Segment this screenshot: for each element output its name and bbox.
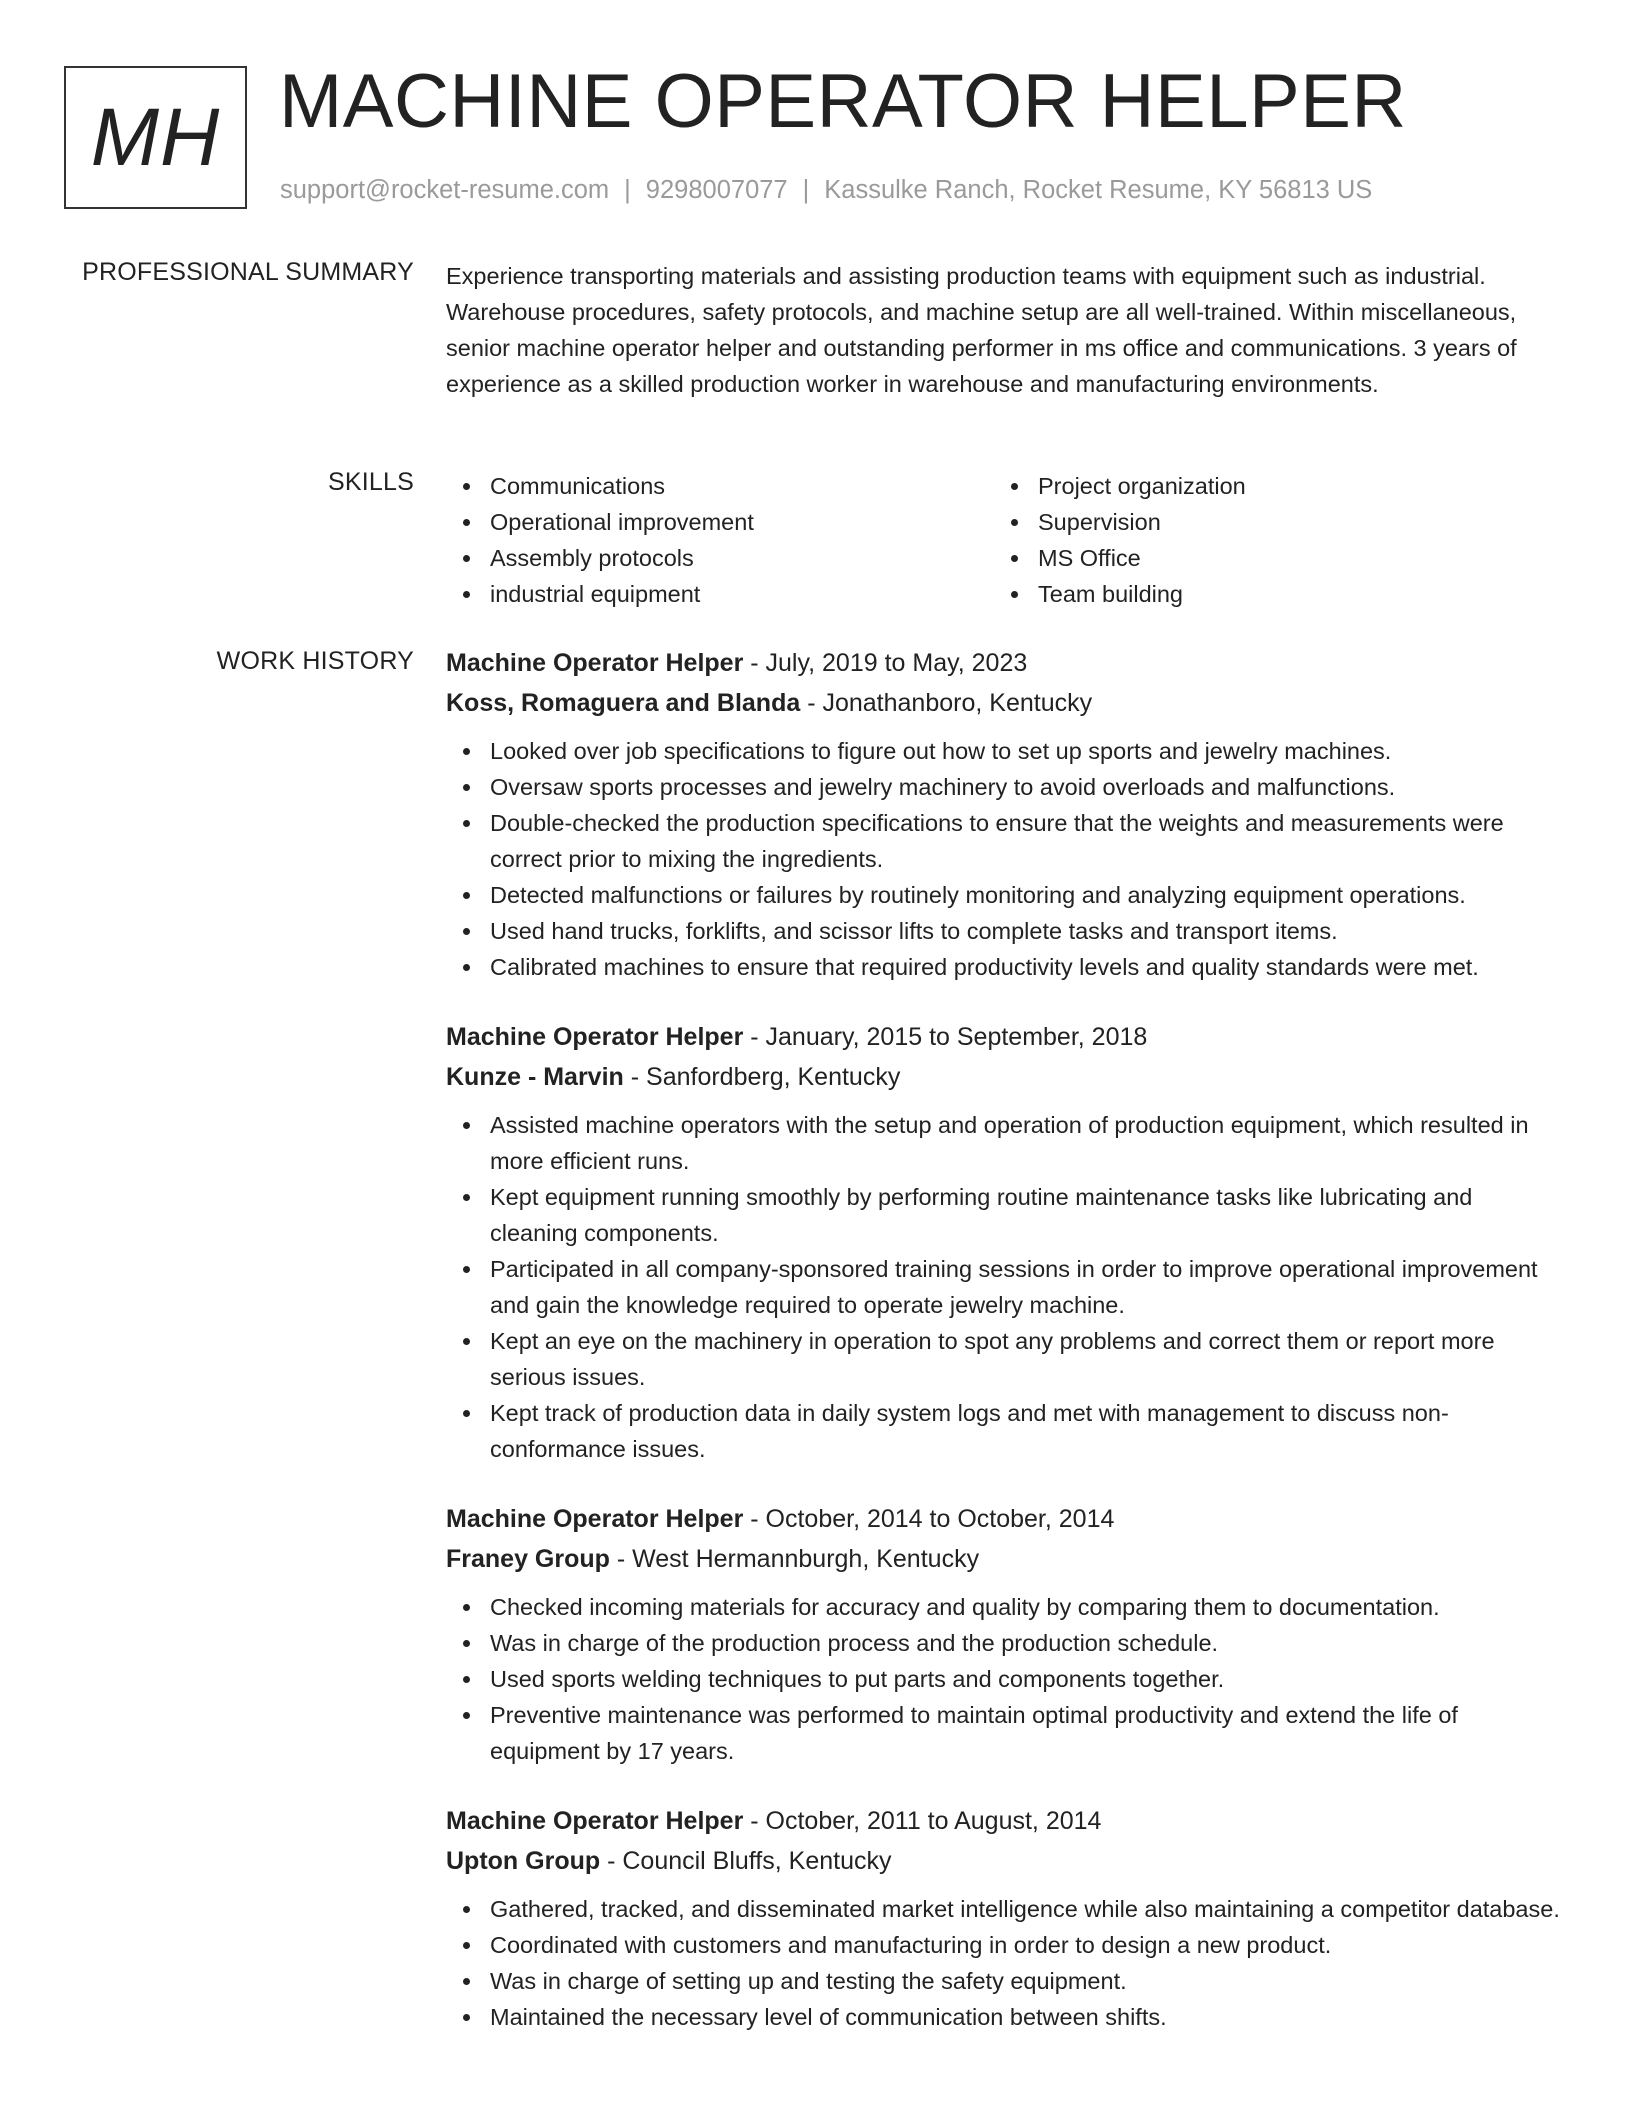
job-location: - Sanfordberg, Kentucky	[623, 1063, 901, 1091]
summary-heading: PROFESSIONAL SUMMARY	[82, 258, 414, 286]
job-location: - Jonathanboro, Kentucky	[800, 689, 1093, 717]
skill-item: Operational improvement	[446, 504, 994, 540]
skills-column-left	[446, 468, 994, 612]
job-bullet: Kept track of production data in daily system logs and met with management to discuss non-conformance issues.	[446, 1395, 1566, 1467]
job-bullet: Used sports welding techniques to put parts and components together.	[446, 1661, 1566, 1697]
skills-list	[446, 468, 1566, 612]
job-bullet: Coordinated with customers and manufacturing in order to design a new product.	[446, 1927, 1566, 1963]
contact-separator: |	[624, 176, 631, 204]
job-entry	[446, 1801, 1566, 2035]
job-dates: - July, 2019 to May, 2023	[743, 649, 1028, 677]
contact-line	[280, 176, 1372, 205]
job-title-line	[446, 1017, 1566, 1057]
job-bullet: Double-checked the production specifications to ensure that the weights and measurements were correct prior to mixing the ingredients.	[446, 805, 1566, 877]
job-company-line	[446, 1057, 1566, 1097]
job-bullet: Calibrated machines to ensure that required productivity levels and quality standards were met.	[446, 949, 1566, 985]
job-location: - West Hermannburgh, Kentucky	[609, 1545, 980, 1573]
work-history-list	[446, 643, 1566, 2067]
job-title-line	[446, 1499, 1566, 1539]
job-title: Machine Operator Helper	[446, 1505, 744, 1533]
skill-item: Supervision	[994, 504, 1542, 540]
job-bullets	[446, 1891, 1566, 2035]
job-bullet: Kept an eye on the machinery in operation to spot any problems and correct them or report more serious issues.	[446, 1323, 1566, 1395]
job-company: Upton Group	[446, 1847, 601, 1875]
job-dates: - October, 2014 to October, 2014	[743, 1505, 1115, 1533]
job-bullet: Assisted machine operators with the setup and operation of production equipment, which resulted in more efficient runs.	[446, 1107, 1566, 1179]
job-bullet: Oversaw sports processes and jewelry machinery to avoid overloads and malfunctions.	[446, 769, 1566, 805]
job-company-line	[446, 1539, 1566, 1579]
skill-item: industrial equipment	[446, 576, 994, 612]
summary-text: Experience transporting materials and assisting production teams with equipment such as industrial. Warehouse procedures, safety protocols, and machine setup are all well-trained. Within miscellaneous, senior machine operator helper and outstanding performer in ms office and communications. 3 years of experience as a skilled production worker in warehouse and manufacturing environments.	[446, 263, 1517, 397]
skill-item: Team building	[994, 576, 1542, 612]
job-bullet: Preventive maintenance was performed to maintain optimal productivity and extend the life of equipment by 17 years.	[446, 1697, 1566, 1769]
contact-separator: |	[802, 176, 810, 204]
job-bullet: Maintained the necessary level of communication between shifts.	[446, 1999, 1566, 2035]
job-title-line	[446, 643, 1566, 683]
job-bullet: Checked incoming materials for accuracy and quality by comparing them to documentation.	[446, 1589, 1566, 1625]
job-entry	[446, 1499, 1566, 1769]
job-company: Kunze - Marvin	[446, 1063, 624, 1091]
job-title: Machine Operator Helper	[446, 1807, 744, 1835]
job-bullet: Kept equipment running smoothly by performing routine maintenance tasks like lubricating and cleaning components.	[446, 1179, 1566, 1251]
job-location: - Council Bluffs, Kentucky	[600, 1847, 892, 1875]
contact-email[interactable]: support@rocket-resume.com	[280, 176, 610, 204]
monogram-initials: MH	[90, 91, 221, 183]
job-title-line	[446, 1801, 1566, 1841]
job-company-line	[446, 683, 1566, 723]
job-bullet: Was in charge of setting up and testing the safety equipment.	[446, 1963, 1566, 1999]
job-bullet: Participated in all company-sponsored training sessions in order to improve operational improvement and gain the knowledge required to operate jewelry machine.	[446, 1251, 1566, 1323]
job-company: Franey Group	[446, 1545, 610, 1573]
job-bullet: Was in charge of the production process and the production schedule.	[446, 1625, 1566, 1661]
job-bullet: Used hand trucks, forklifts, and scissor lifts to complete tasks and transport items.	[446, 913, 1566, 949]
contact-address: Kassulke Ranch, Rocket Resume, KY 56813 US	[824, 176, 1373, 204]
job-dates: - January, 2015 to September, 2018	[743, 1023, 1148, 1051]
job-company: Koss, Romaguera and Blanda	[446, 689, 801, 717]
work-history-heading: WORK HISTORY	[216, 647, 414, 675]
job-dates: - October, 2011 to August, 2014	[743, 1807, 1102, 1835]
job-bullets	[446, 1589, 1566, 1769]
job-entry	[446, 643, 1566, 985]
job-bullets	[446, 1107, 1566, 1467]
resume-name: MACHINE OPERATOR HELPER	[279, 59, 1407, 144]
skills-column-right	[994, 468, 1542, 612]
job-bullets	[446, 733, 1566, 985]
job-company-line	[446, 1841, 1566, 1881]
job-title: Machine Operator Helper	[446, 1023, 744, 1051]
skill-item: MS Office	[994, 540, 1542, 576]
job-title: Machine Operator Helper	[446, 649, 744, 677]
skill-item: Communications	[446, 468, 994, 504]
job-bullet: Gathered, tracked, and disseminated market intelligence while also maintaining a competitor database.	[446, 1891, 1566, 1927]
skill-item: Assembly protocols	[446, 540, 994, 576]
monogram-box	[64, 66, 247, 209]
contact-phone[interactable]: 9298007077	[645, 176, 788, 204]
job-bullet: Detected malfunctions or failures by routinely monitoring and analyzing equipment operations.	[446, 877, 1566, 913]
job-bullet: Looked over job specifications to figure out how to set up sports and jewelry machines.	[446, 733, 1566, 769]
skill-item: Project organization	[994, 468, 1542, 504]
job-entry	[446, 1017, 1566, 1467]
skills-heading: SKILLS	[328, 468, 414, 496]
